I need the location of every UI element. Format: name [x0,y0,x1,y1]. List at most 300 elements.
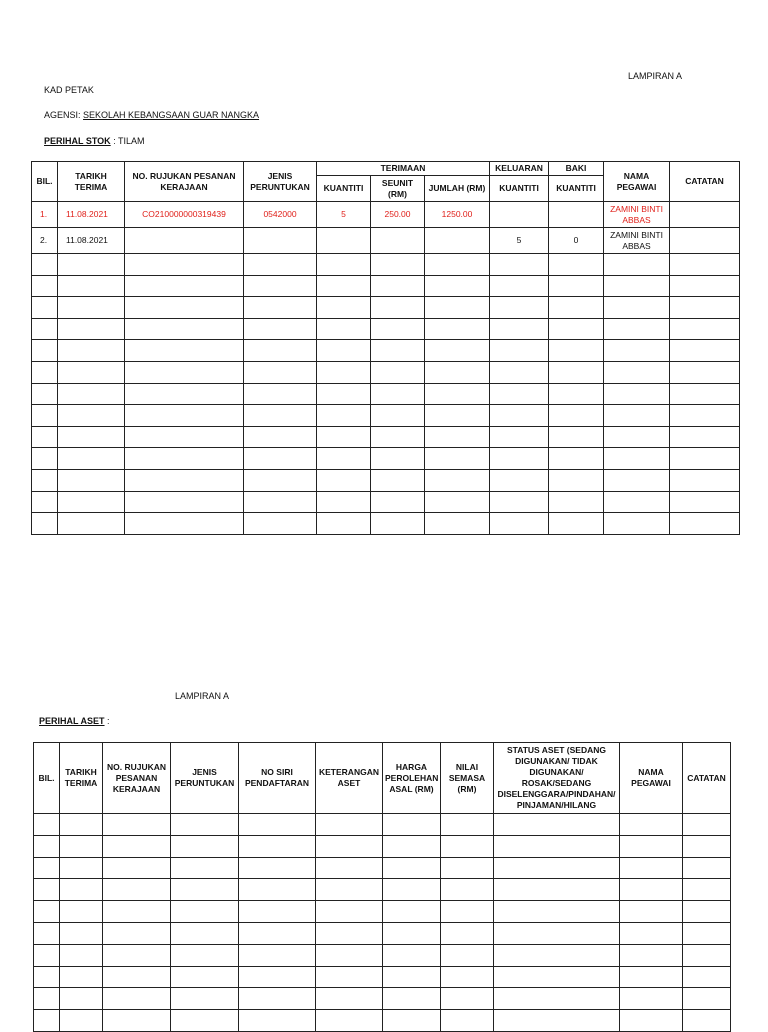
empty-cell [494,857,620,879]
table-row [34,988,731,1010]
header-kuantiti-keluaran: KUANTITI [490,176,549,202]
empty-cell [494,944,620,966]
agensi-line [44,110,259,120]
empty-cell [244,254,317,276]
empty-cell [494,814,620,836]
empty-cell [371,297,425,319]
table-row [34,922,731,944]
empty-cell [383,922,441,944]
empty-cell [670,448,740,470]
empty-cell [425,254,490,276]
perihal-stok-value: TILAM [118,136,145,146]
cell-baki [549,202,604,228]
empty-cell [32,491,58,513]
empty-cell [670,297,740,319]
empty-cell [103,966,171,988]
empty-cell [58,513,125,535]
empty-cell [58,297,125,319]
empty-cell [604,340,670,362]
table-row [32,361,740,383]
empty-cell [683,922,731,944]
table-row [34,814,731,836]
cell-tarikh: 11.08.2021 [58,202,125,228]
empty-cell [604,469,670,491]
empty-cell [549,426,604,448]
empty-cell [670,318,740,340]
empty-cell [604,254,670,276]
empty-cell [58,426,125,448]
empty-cell [103,922,171,944]
empty-cell [670,275,740,297]
empty-cell [34,835,60,857]
empty-cell [32,361,58,383]
empty-cell [490,254,549,276]
empty-cell [317,426,371,448]
empty-cell [34,988,60,1010]
empty-cell [125,340,244,362]
empty-cell [620,922,683,944]
table-row [32,405,740,427]
empty-cell [683,901,731,923]
empty-cell [383,901,441,923]
empty-cell [171,835,239,857]
cell-jenis [244,228,317,254]
empty-cell [103,901,171,923]
empty-cell [490,448,549,470]
empty-cell [670,469,740,491]
empty-cell [32,405,58,427]
empty-cell [683,857,731,879]
table-row [32,448,740,470]
table-row [32,491,740,513]
empty-cell [494,988,620,1010]
header-keluaran: KELUARAN [490,162,549,176]
lampiran-label-2: LAMPIRAN A [175,691,230,701]
empty-cell [317,361,371,383]
empty-cell [32,254,58,276]
empty-cell [317,405,371,427]
cell-bil: 2. [32,228,58,254]
empty-cell [549,340,604,362]
empty-cell [490,426,549,448]
empty-cell [490,297,549,319]
empty-cell [244,297,317,319]
empty-cell [494,901,620,923]
cell-tarikh: 11.08.2021 [58,228,125,254]
empty-cell [239,814,316,836]
empty-cell [58,469,125,491]
empty-cell [103,988,171,1010]
empty-cell [549,405,604,427]
empty-cell [441,901,494,923]
empty-cell [549,318,604,340]
empty-cell [490,405,549,427]
cell-kuantiti [317,228,371,254]
empty-cell [244,383,317,405]
empty-cell [125,426,244,448]
empty-cell [316,814,383,836]
empty-cell [425,513,490,535]
empty-cell [34,1010,60,1032]
empty-cell [244,361,317,383]
empty-cell [244,275,317,297]
empty-cell [103,814,171,836]
empty-cell [371,361,425,383]
table-row [32,340,740,362]
empty-cell [494,922,620,944]
header-jenis-peruntukan: JENIS PERUNTUKAN [244,162,317,202]
table-row [32,228,740,254]
empty-cell [604,383,670,405]
lampiran-label: LAMPIRAN A [628,71,683,81]
empty-cell [604,275,670,297]
empty-cell [32,340,58,362]
empty-cell [32,297,58,319]
empty-cell [670,340,740,362]
empty-cell [494,879,620,901]
empty-cell [683,814,731,836]
empty-cell [239,1010,316,1032]
empty-cell [425,491,490,513]
empty-cell [316,857,383,879]
empty-cell [620,835,683,857]
cell-nama: ZAMINI BINTI ABBAS [604,202,670,228]
table-row [34,944,731,966]
table-row [32,383,740,405]
empty-cell [604,297,670,319]
empty-cell [316,835,383,857]
empty-cell [425,448,490,470]
header-jenis-peruntukan: JENIS PERUNTUKAN [171,743,239,814]
empty-cell [371,448,425,470]
empty-cell [60,988,103,1010]
empty-cell [125,383,244,405]
empty-cell [490,361,549,383]
header-tarikh-terima: TARIKH TERIMA [60,743,103,814]
empty-cell [494,835,620,857]
empty-cell [316,966,383,988]
empty-cell [383,835,441,857]
empty-cell [441,814,494,836]
empty-cell [317,318,371,340]
header-keterangan-aset: KETERANGAN ASET [316,743,383,814]
empty-cell [683,966,731,988]
empty-cell [620,966,683,988]
empty-cell [670,491,740,513]
cell-jumlah: 1250.00 [425,202,490,228]
empty-cell [371,426,425,448]
empty-cell [371,469,425,491]
empty-cell [58,491,125,513]
header-no-rujukan: NO. RUJUKAN PESANAN KERAJAAN [125,162,244,202]
empty-cell [317,513,371,535]
perihal-stok-line [44,136,145,146]
empty-cell [171,944,239,966]
empty-cell [317,469,371,491]
cell-catatan [670,202,740,228]
empty-cell [316,1010,383,1032]
empty-cell [244,491,317,513]
perihal-aset-sep: : [104,716,110,726]
empty-cell [549,469,604,491]
empty-cell [317,340,371,362]
empty-cell [34,901,60,923]
header-kuantiti-baki: KUANTITI [549,176,604,202]
empty-cell [441,879,494,901]
empty-cell [60,835,103,857]
empty-cell [441,835,494,857]
table-row [32,254,740,276]
empty-cell [604,448,670,470]
header-seunit: SEUNIT (RM) [371,176,425,202]
empty-cell [317,297,371,319]
empty-cell [490,469,549,491]
empty-cell [604,318,670,340]
cell-kuantiti: 5 [317,202,371,228]
table-row [34,901,731,923]
empty-cell [549,448,604,470]
empty-cell [683,988,731,1010]
empty-cell [383,988,441,1010]
cell-rujukan [125,228,244,254]
empty-cell [604,513,670,535]
empty-cell [34,922,60,944]
empty-cell [549,491,604,513]
empty-cell [490,491,549,513]
cell-baki: 0 [549,228,604,254]
empty-cell [604,426,670,448]
empty-cell [125,448,244,470]
empty-cell [60,922,103,944]
header-status-aset: STATUS ASET (SEDANG DIGUNAKAN/ TIDAK DIGUNAKAN/ ROSAK/SEDANG DISELENGGARA/PINDAHAN/ PINJAMAN/HILANG [494,743,620,814]
header-no-rujukan: NO. RUJUKAN PESANAN KERAJAAN [103,743,171,814]
table-row [34,879,731,901]
empty-cell [32,448,58,470]
cell-jumlah [425,228,490,254]
asset-table [33,742,731,1032]
empty-cell [244,426,317,448]
empty-cell [549,361,604,383]
empty-cell [620,879,683,901]
empty-cell [58,340,125,362]
empty-cell [620,814,683,836]
perihal-stok-sep: : [110,136,119,146]
empty-cell [371,513,425,535]
agensi-value: SEKOLAH KEBANGSAAN GUAR NANGKA [83,110,260,120]
empty-cell [60,857,103,879]
empty-cell [125,405,244,427]
cell-catatan [670,228,740,254]
empty-cell [60,1010,103,1032]
empty-cell [125,318,244,340]
empty-cell [171,814,239,836]
table-row [32,318,740,340]
header-no-siri: NO SIRI PENDAFTARAN [239,743,316,814]
empty-cell [32,513,58,535]
agensi-label: AGENSI: [44,110,84,120]
empty-cell [244,513,317,535]
table-row [34,966,731,988]
perihal-aset-line [39,716,110,726]
empty-cell [494,966,620,988]
cell-nama: ZAMINI BINTI ABBAS [604,228,670,254]
table-row [32,275,740,297]
empty-cell [670,254,740,276]
header-catatan: CATATAN [683,743,731,814]
empty-cell [317,448,371,470]
empty-cell [316,944,383,966]
header-tarikh-terima: TARIKH TERIMA [58,162,125,202]
empty-cell [58,275,125,297]
empty-cell [171,879,239,901]
table-row [32,202,740,228]
empty-cell [549,383,604,405]
empty-cell [244,340,317,362]
cell-keluaran: 5 [490,228,549,254]
header-catatan: CATATAN [670,162,740,202]
table-row [32,513,740,535]
empty-cell [32,318,58,340]
empty-cell [494,1010,620,1032]
header-nama-pegawai: NAMA PEGAWAI [620,743,683,814]
empty-cell [34,857,60,879]
empty-cell [620,944,683,966]
empty-cell [58,448,125,470]
empty-cell [371,318,425,340]
empty-cell [670,383,740,405]
empty-cell [58,405,125,427]
header-terimaan: TERIMAAN [317,162,490,176]
kad-petak-title: KAD PETAK [44,85,94,95]
empty-cell [32,383,58,405]
header-harga-perolehan: HARGA PEROLEHAN ASAL (RM) [383,743,441,814]
empty-cell [171,1010,239,1032]
empty-cell [371,275,425,297]
empty-cell [604,491,670,513]
empty-cell [171,988,239,1010]
empty-cell [549,513,604,535]
stock-card-table [31,161,740,535]
empty-cell [103,879,171,901]
empty-cell [244,318,317,340]
table-row [32,469,740,491]
empty-cell [425,361,490,383]
empty-cell [239,857,316,879]
table-row [34,1010,731,1032]
header-bil: BIL. [34,743,60,814]
empty-cell [670,513,740,535]
empty-cell [425,340,490,362]
empty-cell [620,1010,683,1032]
empty-cell [316,988,383,1010]
table-row [34,835,731,857]
empty-cell [317,275,371,297]
empty-cell [441,857,494,879]
header-bil: BIL. [32,162,58,202]
empty-cell [490,275,549,297]
empty-cell [425,469,490,491]
header-kuantiti-terimaan: KUANTITI [317,176,371,202]
empty-cell [239,901,316,923]
empty-cell [60,944,103,966]
empty-cell [125,361,244,383]
perihal-aset-label: PERIHAL ASET [39,716,105,726]
empty-cell [125,513,244,535]
empty-cell [425,383,490,405]
empty-cell [239,944,316,966]
empty-cell [425,405,490,427]
empty-cell [317,383,371,405]
empty-cell [441,966,494,988]
empty-cell [441,944,494,966]
cell-jenis: 0542000 [244,202,317,228]
perihal-stok-label: PERIHAL STOK [44,136,111,146]
empty-cell [371,491,425,513]
empty-cell [239,879,316,901]
header-baki: BAKI [549,162,604,176]
empty-cell [244,448,317,470]
table-row [34,857,731,879]
cell-rujukan: CO210000000319439 [125,202,244,228]
empty-cell [125,491,244,513]
empty-cell [58,383,125,405]
empty-cell [171,901,239,923]
empty-cell [125,469,244,491]
empty-cell [60,966,103,988]
empty-cell [103,835,171,857]
empty-cell [441,988,494,1010]
empty-cell [604,405,670,427]
empty-cell [383,944,441,966]
empty-cell [316,901,383,923]
empty-cell [171,857,239,879]
empty-cell [490,513,549,535]
empty-cell [58,361,125,383]
empty-cell [125,275,244,297]
empty-cell [620,857,683,879]
empty-cell [125,254,244,276]
empty-cell [32,469,58,491]
empty-cell [371,340,425,362]
empty-cell [316,922,383,944]
header-jumlah: JUMLAH (RM) [425,176,490,202]
empty-cell [34,814,60,836]
empty-cell [490,383,549,405]
table-row [32,297,740,319]
empty-cell [383,879,441,901]
empty-cell [317,491,371,513]
empty-cell [425,275,490,297]
cell-keluaran [490,202,549,228]
empty-cell [103,944,171,966]
empty-cell [244,469,317,491]
empty-cell [239,922,316,944]
empty-cell [604,361,670,383]
empty-cell [383,1010,441,1032]
empty-cell [60,814,103,836]
empty-cell [383,966,441,988]
empty-cell [103,1010,171,1032]
empty-cell [125,297,244,319]
empty-cell [239,988,316,1010]
empty-cell [683,879,731,901]
empty-cell [371,383,425,405]
empty-cell [58,254,125,276]
empty-cell [670,405,740,427]
empty-cell [683,835,731,857]
empty-cell [683,1010,731,1032]
empty-cell [244,405,317,427]
